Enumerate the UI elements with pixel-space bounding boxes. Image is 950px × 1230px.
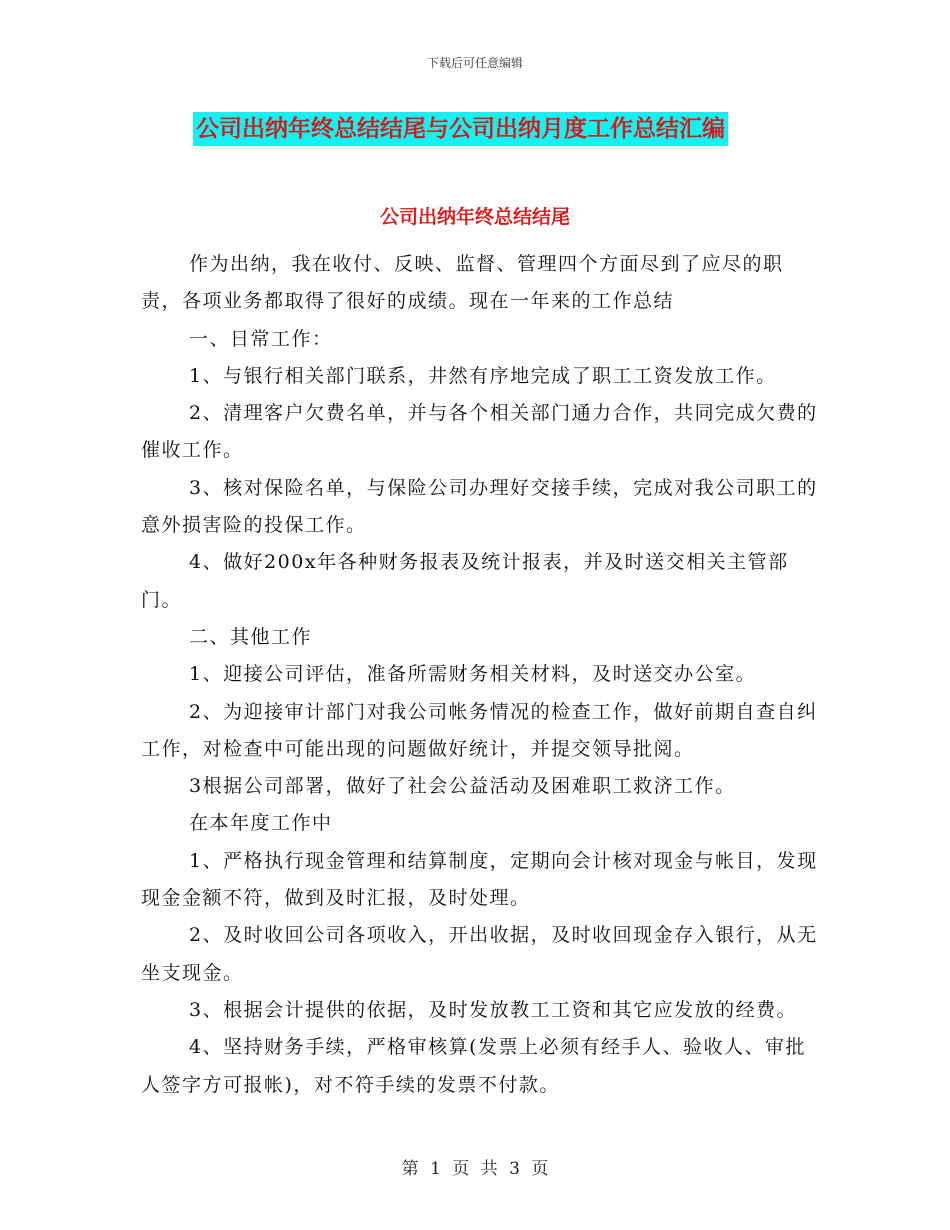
paragraph: 1、迎接公司评估，准备所需财务相关材料，及时送交办公室。 [189,663,757,686]
document-main-title: 公司出纳年终总结结尾与公司出纳月度工作总结汇编 [193,112,728,146]
paragraph: 在本年度工作中 [189,812,333,835]
paragraph: 3、核对保险名单，与保险公司办理好交接手续，完成对我公司职工的意外损害险的投保工作。 [141,476,818,537]
paragraph: 2、及时收回公司各项收入，开出收据，及时收回现金存入银行，从无坐支现金。 [141,924,818,984]
document-body [141,246,823,1104]
paragraph: 2、清理客户欠费名单，并与各个相关部门通力合作，共同完成欠费的催收工作。 [141,402,818,462]
paragraph: 4、做好200x年各种财务报表及统计报表，并及时送交相关主管部门。 [141,551,789,611]
paragraph: 二、其他工作 [189,625,313,648]
paragraph: 3、根据会计提供的依据，及时发放教工工资和其它应发放的经费。 [189,998,798,1021]
paragraph: 作为出纳，我在收付、反映、监督、管理四个方面尽到了应尽的职责，各项业务都取得了很好的成绩。现在一年来的工作总结 [141,253,784,313]
paragraph: 2、为迎接审计部门对我公司帐务情况的检查工作，做好前期自查自纠工作，对检查中可能出现的问题做好统计，并提交领导批阅。 [141,700,818,760]
section-title: 公司出纳年终总结结尾 [379,206,570,228]
header-note: 下载后可任意编辑 [426,56,523,70]
page-footer: 第 1 页 共 3 页 [401,1159,549,1179]
paragraph: 1、与银行相关部门联系，井然有序地完成了职工工资发放工作。 [189,364,777,387]
paragraph: 4、坚持财务手续，严格审核算(发票上必须有经手人、验收人、审批人签字方可报帐)，对不符手续的发票不付款。 [141,1036,807,1096]
paragraph: 一、日常工作： [189,327,333,350]
paragraph: 1、严格执行现金管理和结算制度，定期向会计核对现金与帐目，发现现金金额不符，做到及时汇报，及时处理。 [141,849,818,910]
paragraph: 3根据公司部署，做好了社会公益活动及困难职工救济工作。 [189,775,736,798]
